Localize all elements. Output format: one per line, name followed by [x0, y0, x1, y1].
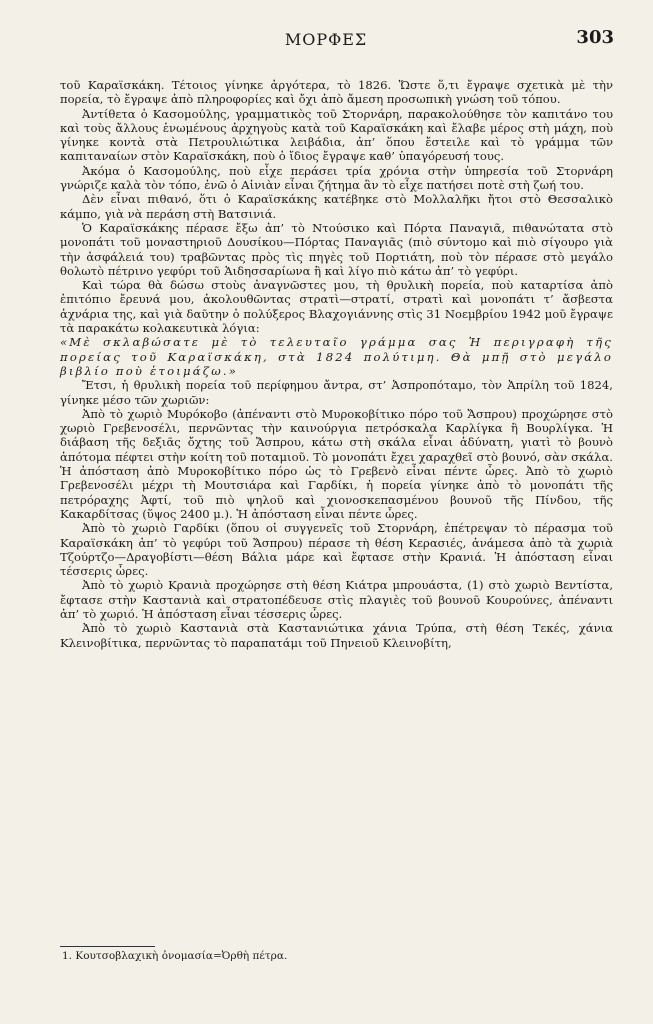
- paragraph: Δὲν εἶναι πιθανό, ὅτι ὁ Καραϊσκάκης κατέβηκε στὸ Μολλαλῆκι ἤτοι στὸ Θεσσαλικὸ κάμπο, γιὰ νὰ περάση στὴ Βατσινιά.: [60, 192, 613, 221]
- paragraph: Ἔτσι, ἡ θρυλικὴ πορεία τοῦ περίφημου ἄντρα, στ’ Ἀσπροπόταμο, τὸν Ἀπρίλη τοῦ 1824, γίνηκε μέσο τῶν χωριῶν:: [60, 378, 613, 407]
- paragraph: Ἀντίθετα ὁ Κασομούλης, γραμματικὸς τοῦ Στορνάρη, παρακολούθησε τὸν καπιτάνο του καὶ τοὺς ἄλλους ἑνωμένους ἀρχηγοὺς κατὰ τοῦ Καραϊσκάκη καὶ ἔλαβε μέρος στὴ μάχη, ποὺ γίνηκε κοντὰ στὰ Πετρουλιώτικα λειβάδια, ἀπ’ ὅπου ἔστειλε καὶ τὸ γράμμα τῶν καπιταναίων στὸν Καραϊσκάκη, ποὺ ὁ ἴδιος ἔγραψε καθ’ ὑπαγόρευσή τους.: [60, 106, 613, 164]
- quoted-letter: «Μὲ σκλαβώσατε μὲ τὸ τελευταῖο γράμμα σας Ἡ περιγραφὴ τῆς πορείας τοῦ Καραϊσκάκη, στὰ 1824 πολύτιμη. Θὰ μπῇ στὸ μεγάλο βιβλίο ποὺ ἑτοιμάζω.»: [60, 335, 613, 378]
- paragraph: Ἀπὸ τὸ χωριὸ Γαρδίκι (ὅπου οἱ συγγενεῖς τοῦ Στορνάρη, ἐπέτρεψαν τὸ πέρασμα τοῦ Καραϊσκάκη ἀπ’ τὸ γεφύρι τοῦ Ἄσπρου) πέρασε τὴ θέση Κερασιές, ἀνάμεσα ἀπὸ τὰ χωριὰ Τζούρτζο—Δραγοβίστι—θέση Βάλια μάρε καὶ ἔφτασε στὴν Κρανιά. Ἡ ἀπόσταση εἶναι τέσσερις ὧρες.: [60, 521, 613, 579]
- paragraph: Καὶ τώρα θὰ δώσω στοὺς ἀναγνῶστες μου, τὴ θρυλικὴ πορεία, ποὺ καταρτίσα ἀπὸ ἐπιτόπιο ἔρευνά μου, ἀκολουθῶντας στρατὶ—στρατί, στρατὶ καὶ μονοπάτι τ’ ἄσβεστα ἀχνάρια της, καὶ γιὰ δαῦτην ὁ πολύξερος Βλαχογιάννης στὶς 31 Νοεμβρίου 1942 μοῦ ἔγραψε τὰ παρακάτω κολακευτικὰ λόγια:: [60, 278, 613, 336]
- footnote: 1. Κουτσοβλαχικὴ ὀνομασία=Ὀρθὴ πέτρα.: [62, 950, 288, 962]
- paragraph: Ἀκόμα ὁ Κασομούλης, ποὺ εἶχε περάσει τρία χρόνια στὴν ὑπηρεσία τοῦ Στορνάρη γνώριζε καλὰ τὸν τόπο, ἐνῶ ὁ Αἰνιὰν εἶναι ζήτημα ἂν τὸ εἶχε πατήσει ποτὲ στὴ ζωή του.: [60, 163, 613, 193]
- footnote-divider: [60, 946, 155, 947]
- paragraph: Ἀπὸ τὸ χωριὸ Καστανιὰ στὰ Καστανιώτικα χάνια Τρύπα, στὴ θέση Τεκές, χάνια Κλεινοβίτικα, περνῶντας τὸ παραπατάμι τοῦ Πηνειοῦ Κλεινοβίτη,: [60, 621, 613, 650]
- page-number: 303: [576, 27, 614, 48]
- paragraph: Ἀπὸ τὸ χωριὸ Κρανιὰ προχώρησε στὴ θέση Κιάτρα μπρουάστα, (1) στὸ χωριὸ Βεντίστα, ἔφτασε στὴν Καστανιὰ καὶ στρατοπέδευσε στὶς πλαγιὲς τοῦ βουνοῦ Κουρούνες, ἀπέναντι ἀπ’ τὸ χωριό. Ἡ ἀπόσταση εἶναι τέσσερις ὧρες.: [60, 578, 613, 621]
- paragraph: Ὁ Καραϊσκάκης πέρασε ἔξω ἀπ’ τὸ Ντούσικο καὶ Πόρτα Παναγιᾶ, πιθανώτατα στὸ μονοπάτι τοῦ μοναστηριοῦ Δουσίκου—Πόρτας Παναγιᾶς (πιὸ σύντομο καὶ πιὸ σίγουρο γιὰ τὴν ἀσφάλειά του) τραβῶντας πρὸς τὶς πηγὲς τοῦ Πορτιάτη, ποὺ τὸν πέρασε στὸ μεγάλο θολωτὸ πέτρινο γεφύρι τοῦ Ἁιδησσαρίωνα ἢ καὶ λίγο πιὸ κάτω ἀπ’ τὸ γεφύρι.: [60, 220, 613, 278]
- running-header-title: ΜΟΡΦΕΣ: [284, 30, 368, 49]
- paragraph: Ἀπὸ τὸ χωριὸ Μυρόκοβο (ἀπέναντι στὸ Μυροκοβίτικο πόρο τοῦ Ἄσπρου) προχώρησε στὸ χωριὸ Γρεβενοσέλι, περνῶντας τὴν καινούργια πετρόσκαλα Καρλίγκα ἢ Βουρλίγκα. Ἡ διάβαση τῆς δεξιᾶς ὄχτης τοῦ Ἄσπρου, κάτω στὴ σκάλα εἶναι ἀδύνατη, γιατὶ τὸ βουνὸ ἀπότομα πέφτει στὴν κοίτη τοῦ ποταμιοῦ. Τὸ μονοπάτι ἔχει χαραχθεῖ στὸ βουνό, σὰν σκάλα. Ἡ ἀπόσταση ἀπὸ Μυροκοβίτικο πόρο ὡς τὸ Γρεβενὸ εἶναι πέντε ὧρες. Ἀπὸ τὸ χωριὸ Γρεβενοσέλι μέχρι τὴ Μουτσιάρα καὶ Γαρδίκι, ἡ πορεία γίνηκε ἀπὸ τὸ μονοπάτι τῆς πετρόραχης Ἀφτί, τοῦ πιὸ ψηλοῦ καὶ χιονοσκεπασμένου βουνοῦ τῆς Πίνδου, τῆς Κακαρδίτσας (ὕψος 2400 μ.). Ἡ ἀπόσταση εἶναι πέντε ὧρες.: [60, 406, 613, 521]
- body-text: [60, 78, 613, 650]
- paragraph: τοῦ Καραϊσκάκη. Τέτοιος γίνηκε ἀργότερα, τὸ 1826. Ὥστε ὅ,τι ἔγραψε σχετικὰ μὲ τὴν πορεία, τὸ ἔγραψε ἀπὸ πληροφορίες καὶ ὄχι ἀπὸ ἄμεση προσωπικὴ γνώση τοῦ τόπου.: [60, 78, 613, 107]
